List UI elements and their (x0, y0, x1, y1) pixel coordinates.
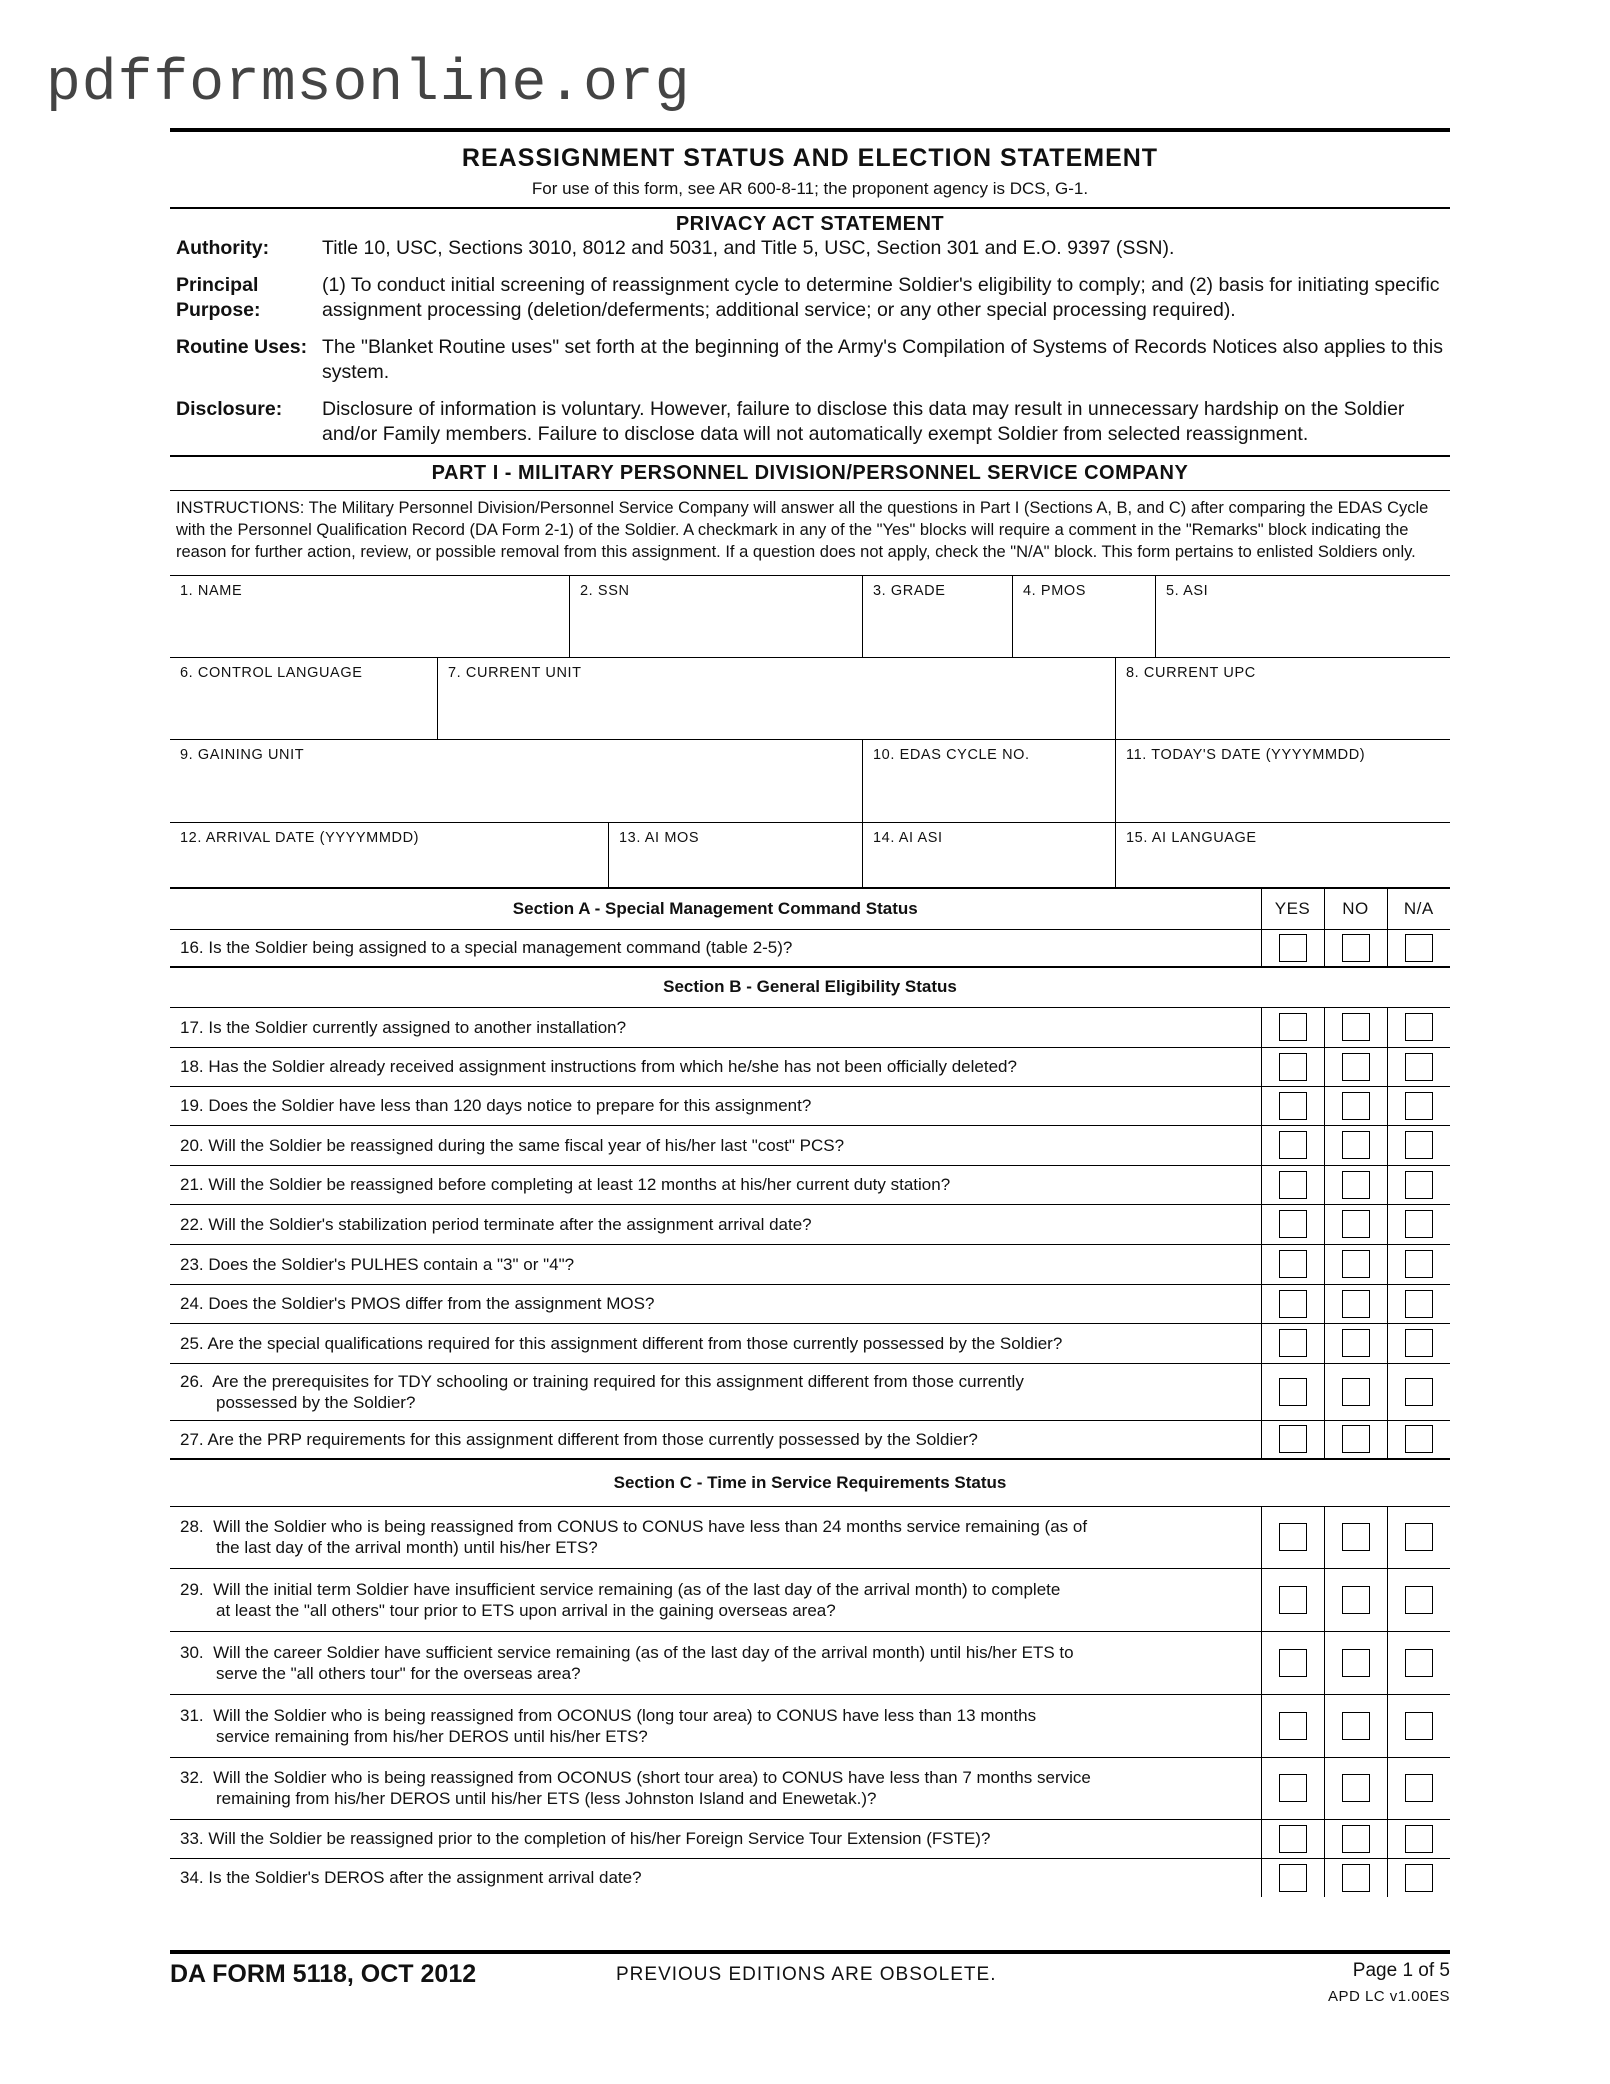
no-checkbox[interactable] (1342, 1425, 1370, 1453)
question-label: Will the Soldier be reassigned prior to the completion of his/her Foreign Service Tour Extension (FSTE)? (208, 1829, 991, 1848)
na-checkbox[interactable] (1405, 1586, 1433, 1614)
answer-cell-na (1387, 1284, 1450, 1323)
question-line1: Will the Soldier who is being reassigned from CONUS to CONUS have less than 24 months service remaining (as of (213, 1517, 1088, 1536)
question-text (170, 1323, 1261, 1363)
current-unit-field[interactable]: 7. CURRENT UNIT (437, 658, 1115, 739)
question-number: 29. (180, 1579, 204, 1599)
purpose-label (170, 273, 322, 323)
pmos-field[interactable]: 4. PMOS (1012, 576, 1155, 657)
answer-cell-na (1387, 1086, 1450, 1125)
na-checkbox[interactable] (1405, 1825, 1433, 1853)
na-checkbox[interactable] (1405, 1425, 1433, 1453)
question-row (170, 1125, 1450, 1165)
no-checkbox[interactable] (1342, 1290, 1370, 1318)
grade-field[interactable]: 3. GRADE (862, 576, 1012, 657)
question-number: 26. (180, 1371, 204, 1391)
yes-checkbox[interactable] (1279, 1523, 1307, 1551)
na-checkbox[interactable] (1405, 1131, 1433, 1159)
question-number: 16. (180, 938, 204, 958)
control-language-field[interactable]: 6. CONTROL LANGUAGE (180, 665, 363, 681)
current-upc-field[interactable]: 8. CURRENT UPC (1115, 658, 1450, 739)
question-row (170, 1086, 1450, 1125)
no-checkbox[interactable] (1342, 1774, 1370, 1802)
na-checkbox[interactable] (1405, 1210, 1433, 1238)
na-checkbox[interactable] (1405, 1864, 1433, 1892)
answer-cell-no (1324, 1568, 1387, 1631)
answer-cell-na (1387, 1506, 1450, 1568)
answer-cell-no (1324, 1506, 1387, 1568)
question-row (170, 1323, 1450, 1363)
name-field[interactable]: 1. NAME (180, 583, 243, 599)
question-text (170, 1819, 1261, 1858)
no-column-header: NO (1324, 888, 1387, 929)
yes-checkbox[interactable] (1279, 1250, 1307, 1278)
question-line2: at least the "all others" tour prior to ETS upon arrival in the gaining overseas area? (216, 1600, 836, 1620)
question-text (170, 1420, 1261, 1459)
yes-checkbox[interactable] (1279, 1131, 1307, 1159)
answer-cell-no (1324, 1244, 1387, 1284)
question-number: 22. (180, 1214, 204, 1234)
na-checkbox[interactable] (1405, 1329, 1433, 1357)
na-checkbox[interactable] (1405, 1523, 1433, 1551)
question-label: Is the Soldier currently assigned to another installation? (208, 1017, 627, 1037)
question-number: 28. (180, 1517, 204, 1536)
answer-cell-na (1387, 1757, 1450, 1819)
answer-cell-na (1387, 1007, 1450, 1047)
section-c-title: Section C - Time in Service Requirements Status (170, 1459, 1450, 1506)
section-a-title: Section A - Special Management Command Status (170, 888, 1261, 929)
question-line2: the last day of the arrival month) until his/her ETS? (216, 1538, 598, 1557)
yes-checkbox[interactable] (1279, 1378, 1307, 1406)
yes-checkbox[interactable] (1279, 1864, 1307, 1892)
form-page (170, 128, 1450, 1897)
answer-cell-na (1387, 1125, 1450, 1165)
section-a-questions (170, 929, 1450, 967)
answer-cell-yes (1261, 1757, 1324, 1819)
question-row (170, 1420, 1450, 1459)
answer-cell-na (1387, 1420, 1450, 1459)
answer-cell-yes (1261, 1284, 1324, 1323)
answer-cell-no (1324, 1086, 1387, 1125)
question-line1: Will the Soldier who is being reassigned from OCONUS (short tour area) to CONUS have less than 7 months service (213, 1768, 1091, 1787)
purpose-text: (1) To conduct initial screening of reassignment cycle to determine Soldier's eligibility to comply; and (2) basis for initiating specific assignment processing (deletion/deferments; additional service; or any other special processing required). (322, 274, 1440, 321)
question-label: Does the Soldier's PMOS differ from the assignment MOS? (208, 1294, 655, 1313)
question-number: 30. (180, 1642, 204, 1662)
question-row (170, 1363, 1450, 1420)
privacy-heading: PRIVACY ACT STATEMENT (675, 213, 945, 235)
no-checkbox[interactable] (1342, 934, 1370, 962)
question-label: Are the PRP requirements for this assignment different from those currently possessed by the Soldier? (207, 1429, 978, 1449)
question-line1: Are the prerequisites for TDY schooling or training required for this assignment different from those currently (212, 1371, 1024, 1391)
na-checkbox[interactable] (1405, 934, 1433, 962)
no-checkbox[interactable] (1342, 1092, 1370, 1120)
answer-cell-yes (1261, 1047, 1324, 1086)
question-label: Has the Soldier already received assignment instructions from which he/she has not been officially deleted? (208, 1057, 1017, 1076)
no-checkbox[interactable] (1342, 1649, 1370, 1677)
answer-cell-yes (1261, 1204, 1324, 1244)
yes-checkbox[interactable] (1279, 1586, 1307, 1614)
question-number: 34. (180, 1868, 204, 1888)
authority-row (170, 236, 1450, 261)
yes-checkbox[interactable] (1279, 1171, 1307, 1199)
answer-cell-no (1324, 1420, 1387, 1459)
yes-checkbox[interactable] (1279, 1712, 1307, 1740)
question-label: Is the Soldier being assigned to a special management command (table 2-5)? (208, 938, 793, 958)
answer-cell-yes (1261, 1858, 1324, 1897)
purpose-row (170, 273, 1450, 323)
question-text (170, 1284, 1261, 1323)
yes-checkbox[interactable] (1279, 934, 1307, 962)
routine-label: Routine Uses: (176, 336, 308, 358)
question-line2: serve the "all others tour" for the overseas area? (216, 1663, 581, 1683)
answer-cell-yes (1261, 929, 1324, 967)
answer-cell-yes (1261, 1694, 1324, 1757)
question-label: Does the Soldier's PULHES contain a "3" or "4"? (208, 1254, 575, 1274)
yes-checkbox[interactable] (1279, 1649, 1307, 1677)
section-c-questions (170, 1506, 1450, 1897)
no-checkbox[interactable] (1342, 1210, 1370, 1238)
question-row (170, 1568, 1450, 1631)
yes-checkbox[interactable] (1279, 1290, 1307, 1318)
question-number: 31. (180, 1705, 204, 1725)
answer-cell-yes (1261, 1323, 1324, 1363)
answer-cell-no (1324, 1284, 1387, 1323)
yes-checkbox[interactable] (1279, 1774, 1307, 1802)
answer-cell-no (1324, 1858, 1387, 1897)
yes-checkbox[interactable] (1279, 1053, 1307, 1081)
na-checkbox[interactable] (1405, 1712, 1433, 1740)
section-b-header-row (170, 967, 1450, 1007)
todays-date-field[interactable]: 11. TODAY'S DATE (YYYYMMDD) (1115, 740, 1450, 822)
fields-row-1 (170, 575, 1450, 657)
na-checkbox[interactable] (1405, 1092, 1433, 1120)
na-checkbox[interactable] (1405, 1053, 1433, 1081)
question-number: 23. (180, 1254, 204, 1274)
yes-checkbox[interactable] (1279, 1825, 1307, 1853)
na-checkbox[interactable] (1405, 1290, 1433, 1318)
routine-row (170, 335, 1450, 385)
question-text (170, 1244, 1261, 1284)
na-checkbox[interactable] (1405, 1171, 1433, 1199)
question-label: Are the special qualifications required for this assignment different from those currently possessed by the Soldier? (207, 1333, 1063, 1353)
question-row (170, 1858, 1450, 1897)
na-checkbox[interactable] (1405, 1378, 1433, 1406)
yes-column-header: YES (1261, 888, 1324, 929)
part1-heading: PART I - MILITARY PERSONNEL DIVISION/PERSONNEL SERVICE COMPANY (431, 462, 1189, 484)
answer-cell-yes (1261, 1819, 1324, 1858)
question-text (170, 1363, 1261, 1420)
question-label: Will the Soldier be reassigned before completing at least 12 months at his/her current duty station? (208, 1175, 951, 1194)
version-label: APD LC v1.00ES (1327, 1988, 1450, 2005)
ai-asi-field[interactable]: 14. AI ASI (862, 823, 1115, 887)
form-id: DA FORM 5118, OCT 2012 (170, 1960, 477, 1988)
answer-cell-yes (1261, 1244, 1324, 1284)
na-column-header: N/A (1387, 888, 1450, 929)
no-checkbox[interactable] (1342, 1329, 1370, 1357)
yes-checkbox[interactable] (1279, 1013, 1307, 1041)
answer-cell-na (1387, 1165, 1450, 1204)
ai-mos-field[interactable]: 13. AI MOS (608, 823, 862, 887)
ai-language-field[interactable]: 15. AI LANGUAGE (1115, 823, 1450, 887)
answer-cell-yes (1261, 1420, 1324, 1459)
question-text (170, 1506, 1261, 1568)
page-number: Page 1 of 5 (1352, 1960, 1450, 1981)
authority-text: Title 10, USC, Sections 3010, 8012 and 5031, and Title 5, USC, Section 301 and E.O. 9397 (SSN). (322, 237, 1175, 259)
section-a-header-row (170, 888, 1450, 929)
form-subtitle: For use of this form, see AR 600-8-11; the proponent agency is DCS, G-1. (531, 179, 1089, 198)
question-number: 21. (180, 1175, 204, 1194)
fields-row-4 (170, 822, 1450, 887)
routine-text: The "Blanket Routine uses" set forth at the beginning of the Army's Compilation of Systems of Records Notices also applies to this system. (322, 336, 1443, 383)
yes-checkbox[interactable] (1279, 1210, 1307, 1238)
gaining-unit-field[interactable]: 9. GAINING UNIT (180, 747, 305, 763)
answer-cell-no (1324, 1819, 1387, 1858)
answer-cell-yes (1261, 1086, 1324, 1125)
no-checkbox[interactable] (1342, 1053, 1370, 1081)
question-line1: Will the initial term Soldier have insufficient service remaining (as of the last day of the arrival month) to complete (213, 1579, 1061, 1599)
purpose-label-line1: Principal (176, 274, 259, 296)
fields-row-3 (170, 739, 1450, 822)
question-line1: Will the career Soldier have sufficient service remaining (as of the last day of the arrival month) until his/her ETS to (213, 1642, 1074, 1662)
yes-checkbox[interactable] (1279, 1329, 1307, 1357)
authority-label: Authority: (176, 237, 270, 259)
yes-checkbox[interactable] (1279, 1092, 1307, 1120)
footer (170, 1950, 1450, 2005)
no-checkbox[interactable] (1342, 1864, 1370, 1892)
question-text (170, 1568, 1261, 1631)
answer-cell-no (1324, 1363, 1387, 1420)
question-row (170, 1047, 1450, 1086)
question-line2: remaining from his/her DEROS until his/her ETS (less Johnston Island and Enewetak.)? (216, 1789, 877, 1808)
question-row (170, 1007, 1450, 1047)
question-line1: Will the Soldier who is being reassigned from OCONUS (long tour area) to CONUS have less than 13 months (213, 1705, 1037, 1725)
answer-cell-yes (1261, 1568, 1324, 1631)
answer-cell-no (1324, 1204, 1387, 1244)
answer-cell-na (1387, 1568, 1450, 1631)
disclosure-text: Disclosure of information is voluntary. However, failure to disclose this data may result in unnecessary hardship on the Soldier and/or Family members. Failure to disclose data will not automatically exempt Soldier from selected reassignment. (322, 398, 1405, 445)
answer-cell-yes (1261, 1165, 1324, 1204)
answer-cell-no (1324, 1007, 1387, 1047)
question-number: 17. (180, 1017, 204, 1037)
no-checkbox[interactable] (1342, 1586, 1370, 1614)
no-checkbox[interactable] (1342, 1523, 1370, 1551)
answer-cell-yes (1261, 1363, 1324, 1420)
form-title: REASSIGNMENT STATUS AND ELECTION STATEMENT (461, 144, 1159, 172)
section-b-questions (170, 1007, 1450, 1459)
na-checkbox[interactable] (1405, 1250, 1433, 1278)
question-label: Is the Soldier's DEROS after the assignment arrival date? (208, 1868, 642, 1888)
no-checkbox[interactable] (1342, 1013, 1370, 1041)
question-text (170, 929, 1261, 967)
answer-cell-no (1324, 1165, 1387, 1204)
yes-checkbox[interactable] (1279, 1425, 1307, 1453)
question-number: 27. (180, 1429, 204, 1449)
answer-cell-yes (1261, 1631, 1324, 1694)
asi-field[interactable]: 5. ASI (1155, 576, 1450, 657)
purpose-label-line2: Purpose: (176, 299, 261, 321)
question-text (170, 1047, 1261, 1086)
section-c-header-row (170, 1459, 1450, 1506)
question-number: 20. (180, 1135, 204, 1155)
question-row (170, 1631, 1450, 1694)
question-row (170, 1244, 1450, 1284)
answer-cell-na (1387, 1204, 1450, 1244)
question-row (170, 1506, 1450, 1568)
no-checkbox[interactable] (1342, 1378, 1370, 1406)
answer-cell-no (1324, 1323, 1387, 1363)
answer-cell-no (1324, 1631, 1387, 1694)
answer-cell-no (1324, 1047, 1387, 1086)
answer-cell-na (1387, 1694, 1450, 1757)
question-text (170, 1631, 1261, 1694)
questions-table (170, 887, 1450, 1897)
question-row (170, 1204, 1450, 1244)
question-number: 25. (180, 1333, 204, 1353)
answer-cell-na (1387, 1047, 1450, 1086)
answer-cell-na (1387, 929, 1450, 967)
answer-cell-na (1387, 1363, 1450, 1420)
no-checkbox[interactable] (1342, 1171, 1370, 1199)
question-text (170, 1086, 1261, 1125)
answer-cell-na (1387, 1858, 1450, 1897)
answer-cell-na (1387, 1323, 1450, 1363)
question-line2: possessed by the Soldier? (216, 1392, 416, 1412)
answer-cell-no (1324, 1694, 1387, 1757)
question-row (170, 1694, 1450, 1757)
na-checkbox[interactable] (1405, 1649, 1433, 1677)
fields-row-2 (170, 657, 1450, 739)
question-number: 32. (180, 1768, 204, 1787)
question-row (170, 1757, 1450, 1819)
instructions: INSTRUCTIONS: The Military Personnel Division/Personnel Service Company will answer all the questions in Part I (Sections A, B, and C) after comparing the EDAS Cycle with the Personnel Qualification Record (DA Form 2-1) of the Soldier. A checkmark in any of the "Yes" blocks will require a comment in the "Remarks" block indicating the reason for further action, review, or possible removal from this assignment. If a question does not apply, check the "N/A" block. This form pertains to enlisted Soldiers only. (176, 499, 1429, 561)
question-number: 19. (180, 1096, 204, 1115)
answer-cell-na (1387, 1631, 1450, 1694)
question-number: 24. (180, 1294, 204, 1313)
question-line2: service remaining from his/her DEROS until his/her ETS? (216, 1726, 648, 1746)
question-text (170, 1757, 1261, 1819)
no-checkbox[interactable] (1342, 1131, 1370, 1159)
answer-cell-yes (1261, 1125, 1324, 1165)
no-checkbox[interactable] (1342, 1250, 1370, 1278)
answer-cell-na (1387, 1819, 1450, 1858)
question-text (170, 1007, 1261, 1047)
question-label: Does the Soldier have less than 120 days notice to prepare for this assignment? (208, 1096, 812, 1115)
no-checkbox[interactable] (1342, 1825, 1370, 1853)
answer-cell-yes (1261, 1506, 1324, 1568)
question-text (170, 1125, 1261, 1165)
disclosure-row (170, 397, 1450, 447)
answer-cell-na (1387, 1244, 1450, 1284)
question-label: Will the Soldier be reassigned during the same fiscal year of his/her last "cost" PCS? (208, 1135, 845, 1155)
question-number: 33. (180, 1829, 204, 1848)
answer-cell-no (1324, 929, 1387, 967)
arrival-date-field[interactable]: 12. ARRIVAL DATE (YYYYMMDD) (180, 830, 420, 846)
question-row (170, 1165, 1450, 1204)
na-checkbox[interactable] (1405, 1774, 1433, 1802)
edas-cycle-field[interactable]: 10. EDAS CYCLE NO. (862, 740, 1115, 822)
question-row (170, 929, 1450, 967)
question-text (170, 1858, 1261, 1897)
ssn-field[interactable]: 2. SSN (569, 576, 862, 657)
no-checkbox[interactable] (1342, 1712, 1370, 1740)
question-row (170, 1284, 1450, 1323)
section-b-title: Section B - General Eligibility Status (170, 967, 1450, 1007)
answer-cell-yes (1261, 1007, 1324, 1047)
question-label: Will the Soldier's stabilization period terminate after the assignment arrival date? (208, 1214, 812, 1234)
question-text (170, 1165, 1261, 1204)
obsolete-notice: PREVIOUS EDITIONS ARE OBSOLETE. (616, 1964, 997, 1985)
disclosure-label: Disclosure: (176, 398, 283, 420)
answer-cell-no (1324, 1125, 1387, 1165)
na-checkbox[interactable] (1405, 1013, 1433, 1041)
question-text (170, 1204, 1261, 1244)
question-row (170, 1819, 1450, 1858)
question-number: 18. (180, 1057, 204, 1076)
question-text (170, 1694, 1261, 1757)
answer-cell-no (1324, 1757, 1387, 1819)
watermark: pdfformsonline.org (46, 52, 691, 117)
